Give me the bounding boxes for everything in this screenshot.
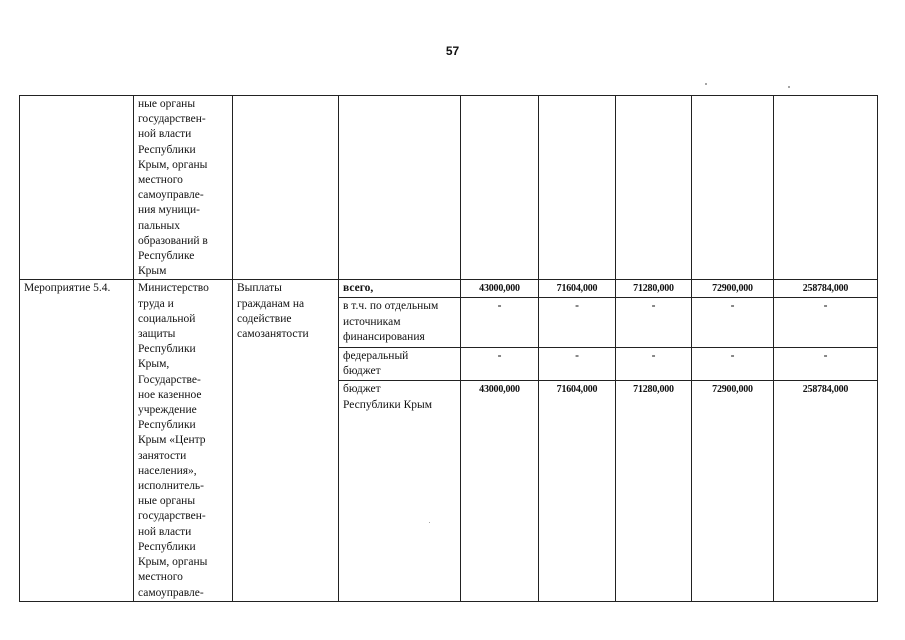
value-cell: - — [692, 347, 774, 381]
value-cell: - — [539, 347, 616, 381]
budget-table — [19, 95, 878, 602]
scan-speck — [788, 86, 790, 88]
value-cell: - — [616, 298, 692, 347]
value-cell — [461, 96, 539, 280]
value-cell: - — [774, 298, 878, 347]
description-cell: Выплаты гражданам на содействие самозанятости — [233, 280, 339, 601]
value-cell: - — [774, 347, 878, 381]
value-cell: - — [692, 298, 774, 347]
executor-cell: ные органы государствен- ной власти Республики Крым, органы местного самоуправле- ния муници- пальных образований в Республике Крым — [134, 96, 233, 280]
executor-cell: Министерство труда и социальной защиты Республики Крым, Государстве- ное казенное учреждение Республики Крым «Центр занятости населения», исполнитель- ные органы государствен- ной власти Республики Крым, органы местного самоуправле- — [134, 280, 233, 601]
table-row-continued — [20, 96, 878, 280]
scan-speck — [705, 83, 707, 85]
source-label: федеральный бюджет — [339, 347, 461, 381]
value-cell — [774, 96, 878, 280]
value-cell: 258784,000 — [774, 280, 878, 298]
measure-cell: Мероприятие 5.4. — [20, 280, 134, 601]
value-cell — [539, 96, 616, 280]
value-cell: 43000,000 — [461, 381, 539, 601]
source-cell — [339, 96, 461, 280]
value-cell: - — [616, 347, 692, 381]
scan-speck — [429, 522, 430, 523]
value-cell: - — [461, 347, 539, 381]
value-cell: 72900,000 — [692, 381, 774, 601]
value-cell — [616, 96, 692, 280]
source-label: в т.ч. по отдельным источникам финансирования — [339, 298, 461, 347]
value-cell: 43000,000 — [461, 280, 539, 298]
source-label: бюджет Республики Крым — [339, 381, 461, 601]
value-cell — [692, 96, 774, 280]
value-cell: - — [539, 298, 616, 347]
value-cell: 71280,000 — [616, 280, 692, 298]
value-cell: 258784,000 — [774, 381, 878, 601]
value-cell: 72900,000 — [692, 280, 774, 298]
value-cell: 71604,000 — [539, 280, 616, 298]
description-cell — [233, 96, 339, 280]
page-number: 57 — [445, 44, 460, 58]
source-label: всего, — [339, 280, 461, 298]
value-cell: - — [461, 298, 539, 347]
value-cell: 71280,000 — [616, 381, 692, 601]
table-row — [20, 280, 878, 298]
value-cell: 71604,000 — [539, 381, 616, 601]
measure-cell — [20, 96, 134, 280]
